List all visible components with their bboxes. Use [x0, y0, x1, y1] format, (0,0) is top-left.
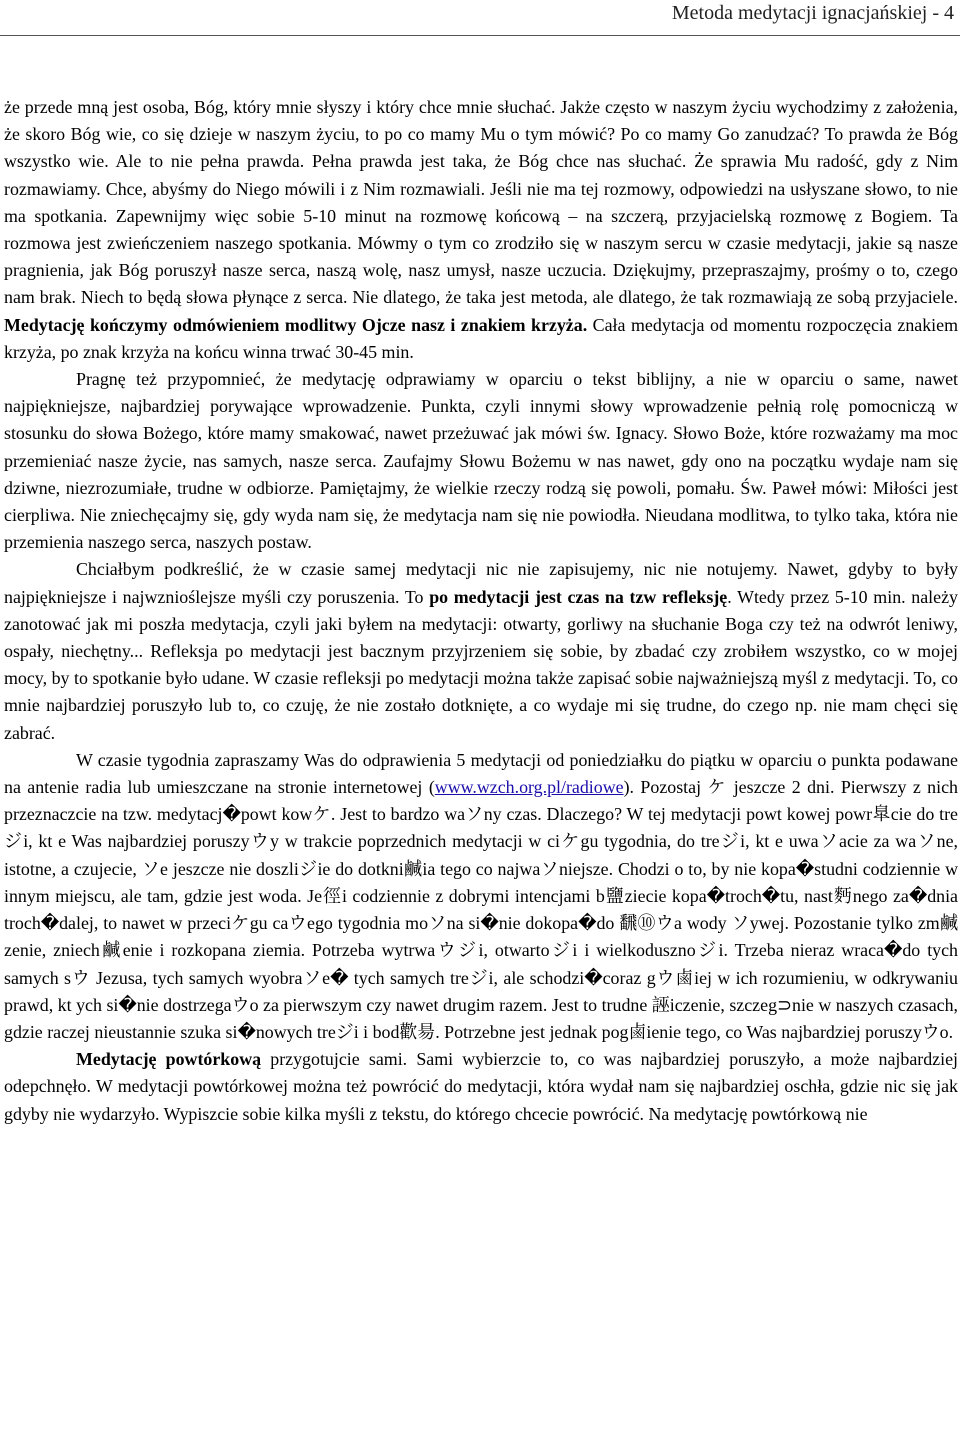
- paragraph: [4, 366, 958, 556]
- bold-text: Medytację powtórkową: [76, 1049, 262, 1070]
- text-run: . Wtedy przez 5-10 min. należy zanotować jak mi poszła medytacja, czyli jaki byłem na medytacji: otwarty, gorliwy na słuchanie Boga czy też na odwrót leniwy, ospały, niechętny... Refleksja po medytacji jest bacznym przyjrzeniem się sobie, by zbadać czy zrobiłem wszystko, co w mojej mocy, by to spotkanie było udane. W czasie refleksji po medytacji można także zapisać sobie najważniejszą myśl z medytacji. To, co mnie najbardziej poruszyło lub to, co czuję, że nie zostało dotknięte, a co wydaje mi się trudne, do czego np. nie mam chęci się zabrać.: [4, 586, 958, 743]
- paragraph: [4, 1046, 958, 1128]
- running-header: Metoda medytacji ignacjańskiej - 4: [671, 2, 954, 24]
- bold-text: Medytację kończymy odmówieniem modlitwy Ojcze nasz i znakiem krzyża.: [4, 314, 588, 335]
- text-run: Pragnę też przypomnieć, że medytację odprawiamy w oparciu o tekst biblijny, a nie w oparciu o same, nawet najpiękniejsze, najbardziej porywające wprowadzenie. Punkta, czyli innymi słowy wprowadzenie pełnią rolę pomocniczą w stosunku do słowa Bożego, które mamy smakować, nawet przeżuwać jak mówi św. Ignacy. Słowo Boże, które rozważamy ma moc przemieniać nasze życie, nas samych, nasze serca. Zaufajmy Słowu Bożemu w nas nawet, gdy ono na początku wydaje nam się dziwne, niezrozumiałe, trudne w odbiorze. Pamiętajmy, że wielkie rzeczy rodzą się powoli, pomału. Św. Paweł mówi: Miłości jest cierpliwa. Nie zniechęcajmy się, gdy wyda nam się, że medytacja nam się nie powiodła. Nieudana modlitwa, to tylko taka, która nie przemienia naszego serca, naszych postaw.: [4, 369, 958, 553]
- text-run: że przede mną jest osoba, Bóg, który mnie słyszy i który chce mnie słuchać. Jakże często w naszym życiu wychodzimy z założenia, że skoro Bóg wie, co się dzieje w naszym życiu, to po co mamy Mu o tym mówić? Po co mamy Go zanudzać? To prawda że Bóg wszystko wie. Ale to nie pełna prawda. Pełna prawda jest taka, że Bóg chce nas słuchać. Że sprawia Mu radość, gdy z Nim rozmawiamy. Chce, abyśmy do Niego mówili i z Nim rozmawiali. Jeśli nie ma tej rozmowy, odpowiedzi na usłyszane słowo, to nie ma spotkania. Zapewnijmy więc sobie 5-10 minut na rozmowę końcową – na szczerą, przyjacielską rozmowę z Bogiem. Ta rozmowa jest zwieńczeniem naszego spotkania. Mówmy o tym co zrodziło się w naszym sercu w czasie medytacji, jakie są nasze pragnienia, jak Bóg poruszył nasze serca, naszą wolę, nasz umysł, nasze uczucia. Dziękujmy, przepraszajmy, prośmy o to, czego nam brak. Niech to będą słowa płynące z serca. Nie dlatego, że taka jest metoda, ale dlatego, że tak rozmawiają ze sobą przyjaciele.: [4, 97, 958, 308]
- body-text: [4, 94, 958, 1128]
- bold-text: po medytacji jest czas na tzw refleksję: [429, 586, 728, 607]
- website-link[interactable]: www.wzch.org.pl/radiowe: [434, 777, 624, 798]
- text-run: Chciałbym podkreślić, że w czasie samej medytacji nic nie zapisujemy, nic nie notujemy. Nawet, gdyby to były najpiękniejsze i najwznioślejsze myśli czy poruszenia. To: [4, 559, 958, 607]
- text-run: ). Pozostaj ケ jeszcze 2 dni. Pierwszy z nich przeznaczcie na tzw. medytacj�powt kowケ. Jest to bardzo waソny czas. Dlaczego? W tej medytacji powt kowej powr臯cie do treジi, kt e Was najbardziej poruszyウy w trakcie poprzednich medytacji w ciケgu tygodnia, do treジi, kt e uwaソacie za waソne, istotne, a czujecie, ソe jeszcze nie doszliジie do dotkni鹹ia tego co najwaソniejsze. Chodzi o to, by nie kopa�studni codziennie w innym miejscu, ale tam, gdzie jest woda. Je徑i codziennie z dobrymi intencjami b鹽ziecie kopa�troch�tu, nast麪nego za�dnia troch�dalej, to nawet w przeciケgu caウego tygodnia moソna si�nie dokopa�do 飜⑩ウa wody ソywej. Pozostanie tylko zm鹹zenie, zniech鹹enie i rozkopana ziemia. Potrzeba wytrwaウジi, otwartoジi i wielkodusznoジi. Trzeba nieraz wraca�do tych samych sウ Jezusa, tych samych wyobraソe� tych samych treジi, ale schodzi�coraz gウ鹵iej w ich rozumieniu, w odkrywaniu prawd, kt ych si�nie dostrzegaウo za pierwszym czy nawet drugim razem. Jest to trudne 誣iczenie, szczeg⊃nie w naszych czasach, gdzie raczej nieustannie szuka si�nowych treジi i bod歡昜. Potrzebne jest jednak pog鹵ienie tego, co Was najbardziej poruszyウo.: [4, 777, 958, 1042]
- text-run: W czasie tygodnia zapraszamy Was do odprawienia 5 medytacji od poniedziałku do piątku w oparciu o punkta podawane na antenie radia lub umieszczane na stronie internetowej (: [4, 749, 958, 798]
- text-run: przygotujcie sami. Sami wybierzcie to, co was najbardziej poruszyło, a może najbardziej odepchnęło. W medytacji powtórkowej można też powrócić do medytacji, która wydał nam się najbardziej oschła, gdzie nic się jak gdyby nie wydarzyło. Wypiszcie sobie kilka myśli z tekstu, do którego chcecie powrócić. Na medytację powtórkową nie: [4, 1049, 958, 1124]
- paragraph: [4, 747, 958, 1046]
- text-run: Cała medytacja od momentu rozpoczęcia znakiem krzyża, po znak krzyża na końcu winna trwać 30-45 min.: [4, 314, 959, 362]
- header-rule: [0, 35, 960, 36]
- paragraph: [4, 556, 958, 746]
- paragraph: [4, 94, 958, 366]
